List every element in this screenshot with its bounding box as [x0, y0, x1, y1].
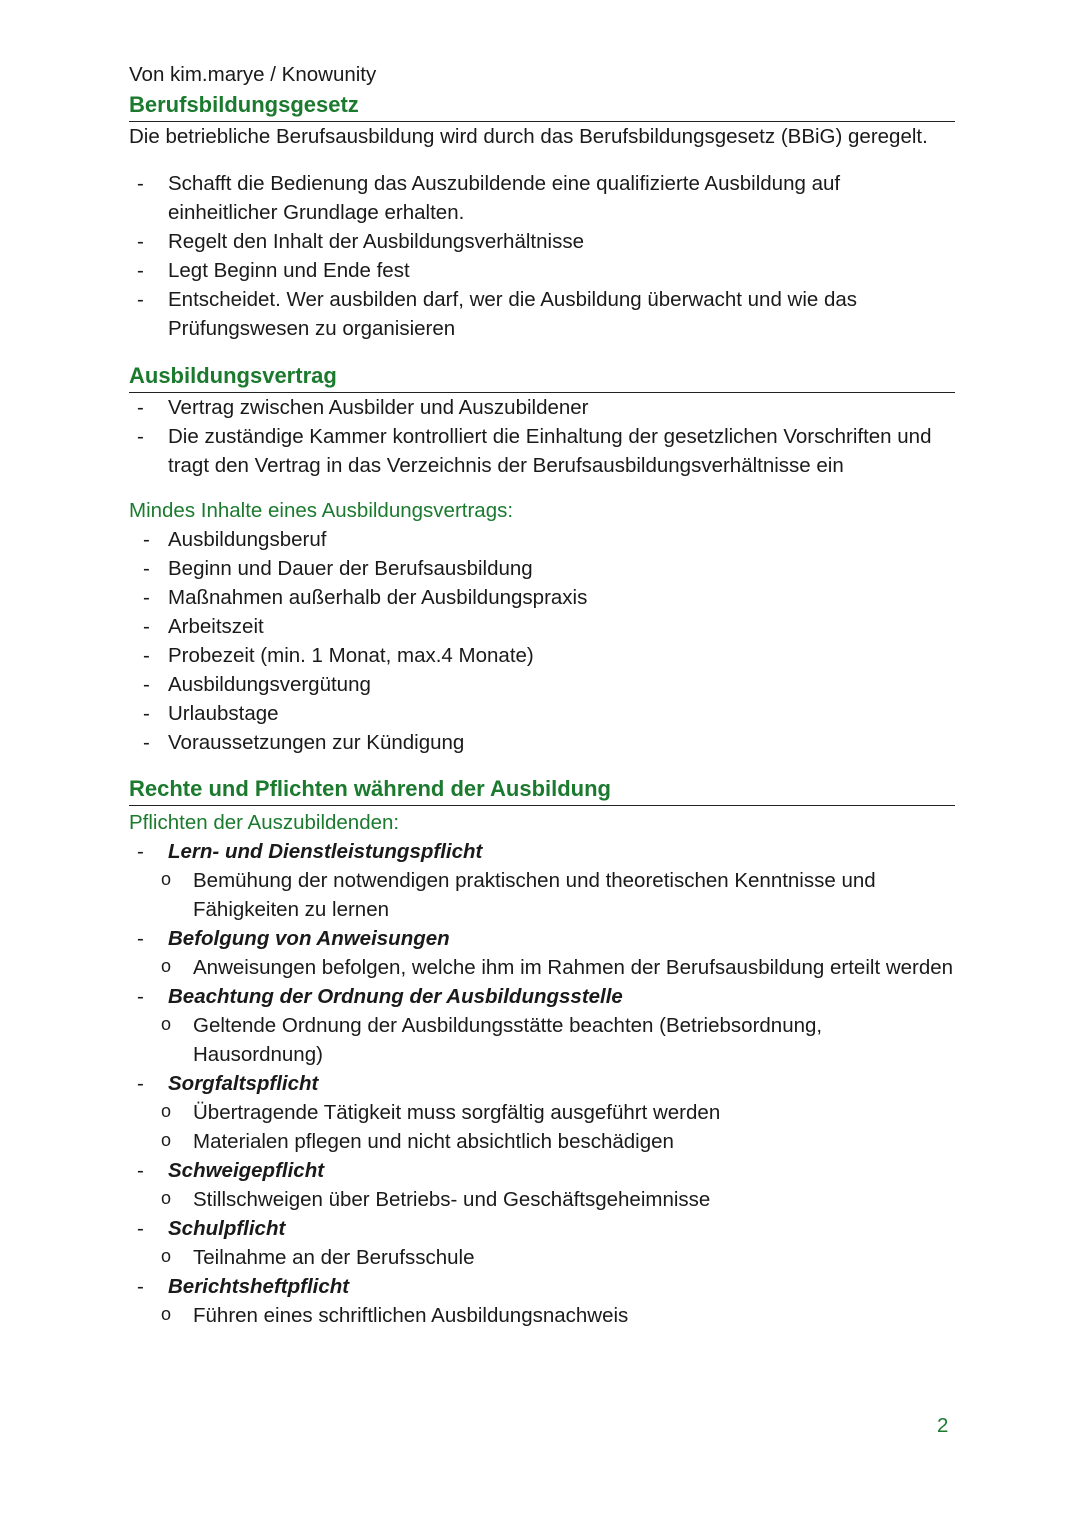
list-item: - Beginn und Dauer der Berufsausbildung	[129, 554, 955, 583]
list-item: - Ausbildungsvergütung	[129, 670, 955, 699]
detail-item: o Übertragende Tätigkeit muss sorgfältig ausgeführt werden	[129, 1098, 955, 1127]
list-item: - Maßnahmen außerhalb der Ausbildungspraxis	[129, 583, 955, 612]
page-number: 2	[937, 1414, 949, 1437]
detail-item: o Teilnahme an der Berufsschule	[129, 1243, 955, 1272]
duty-details	[129, 1098, 955, 1156]
bbig-list	[129, 169, 955, 343]
list-item: - Arbeitszeit	[129, 612, 955, 641]
duty-term: Lern- und Dienstleistungspflicht	[168, 840, 483, 863]
detail-item: o Führen eines schriftlichen Ausbildungsnachweis	[129, 1301, 955, 1330]
duties-list	[129, 837, 955, 1330]
detail-item: o Bemühung der notwendigen praktischen und theoretischen Kenntnisse und Fähigkeiten zu lernen	[129, 866, 955, 924]
duty-details	[129, 866, 955, 924]
intro-paragraph: Die betriebliche Berufsausbildung wird durch das Berufsbildungsgesetz (BBiG) geregelt.	[129, 125, 928, 148]
duty-details	[129, 1011, 955, 1069]
list-item: - Regelt den Inhalt der Ausbildungsverhältnisse	[129, 227, 955, 256]
subheading: Pflichten der Auszubildenden:	[129, 811, 400, 834]
duty-item	[129, 982, 955, 1069]
list-item: - Probezeit (min. 1 Monat, max.4 Monate)	[129, 641, 955, 670]
duty-details	[129, 1243, 955, 1272]
duty-details	[129, 1185, 955, 1214]
duty-item	[129, 1156, 955, 1214]
duty-term: Schulpflicht	[168, 1217, 286, 1240]
detail-item: o Stillschweigen über Betriebs- und Geschäftsgeheimnisse	[129, 1185, 955, 1214]
duty-term: Beachtung der Ordnung der Ausbildungsstelle	[168, 985, 623, 1008]
duty-details	[129, 953, 955, 982]
list-item: - Legt Beginn und Ende fest	[129, 256, 955, 285]
document-page	[129, 60, 955, 1330]
duty-item	[129, 1214, 955, 1272]
duty-item	[129, 1069, 955, 1156]
section-heading: Berufsbildungsgesetz	[129, 90, 955, 122]
duty-details	[129, 1301, 955, 1330]
author-line: Von kim.marye / Knowunity	[129, 63, 377, 86]
detail-item: o Geltende Ordnung der Ausbildungsstätte beachten (Betriebsordnung, Hausordnung)	[129, 1011, 955, 1069]
subheading: Mindes Inhalte eines Ausbildungsvertrags:	[129, 499, 514, 522]
section-heading: Ausbildungsvertrag	[129, 361, 955, 393]
section-ausbildungsvertrag	[129, 361, 955, 757]
detail-item: o Anweisungen befolgen, welche ihm im Rahmen der Berufsausbildung erteilt werden	[129, 953, 955, 982]
list-item: - Ausbildungsberuf	[129, 525, 955, 554]
vertrag-list	[129, 393, 955, 480]
detail-item: o Materialen pflegen und nicht absichtlich beschädigen	[129, 1127, 955, 1156]
section-heading: Rechte und Pflichten während der Ausbildung	[129, 774, 955, 806]
list-item: - Urlaubstage	[129, 699, 955, 728]
duty-term: Schweigepflicht	[168, 1159, 325, 1182]
duty-item	[129, 837, 955, 924]
duty-item	[129, 1272, 955, 1330]
list-item: - Vertrag zwischen Ausbilder und Auszubildener	[129, 393, 955, 422]
list-item: - Entscheidet. Wer ausbilden darf, wer die Ausbildung überwacht und wie das Prüfungswesen zu organisieren	[129, 285, 955, 343]
list-item: - Schafft die Bedienung das Auszubildende eine qualifizierte Ausbildung auf einheitlicher Grundlage erhalten.	[129, 169, 955, 227]
contents-list	[129, 525, 955, 757]
list-item: - Die zuständige Kammer kontrolliert die Einhaltung der gesetzlichen Vorschriften und tragt den Vertrag in das Verzeichnis der Berufsausbildungsverhältnisse ein	[129, 422, 955, 480]
duty-term: Berichtsheftpflicht	[168, 1275, 350, 1298]
duty-item	[129, 924, 955, 982]
duty-term: Befolgung von Anweisungen	[168, 927, 450, 950]
list-item: - Voraussetzungen zur Kündigung	[129, 728, 955, 757]
section-berufsbildungsgesetz	[129, 90, 955, 343]
duty-term: Sorgfaltspflicht	[168, 1072, 319, 1095]
section-rechte-pflichten	[129, 774, 955, 1330]
